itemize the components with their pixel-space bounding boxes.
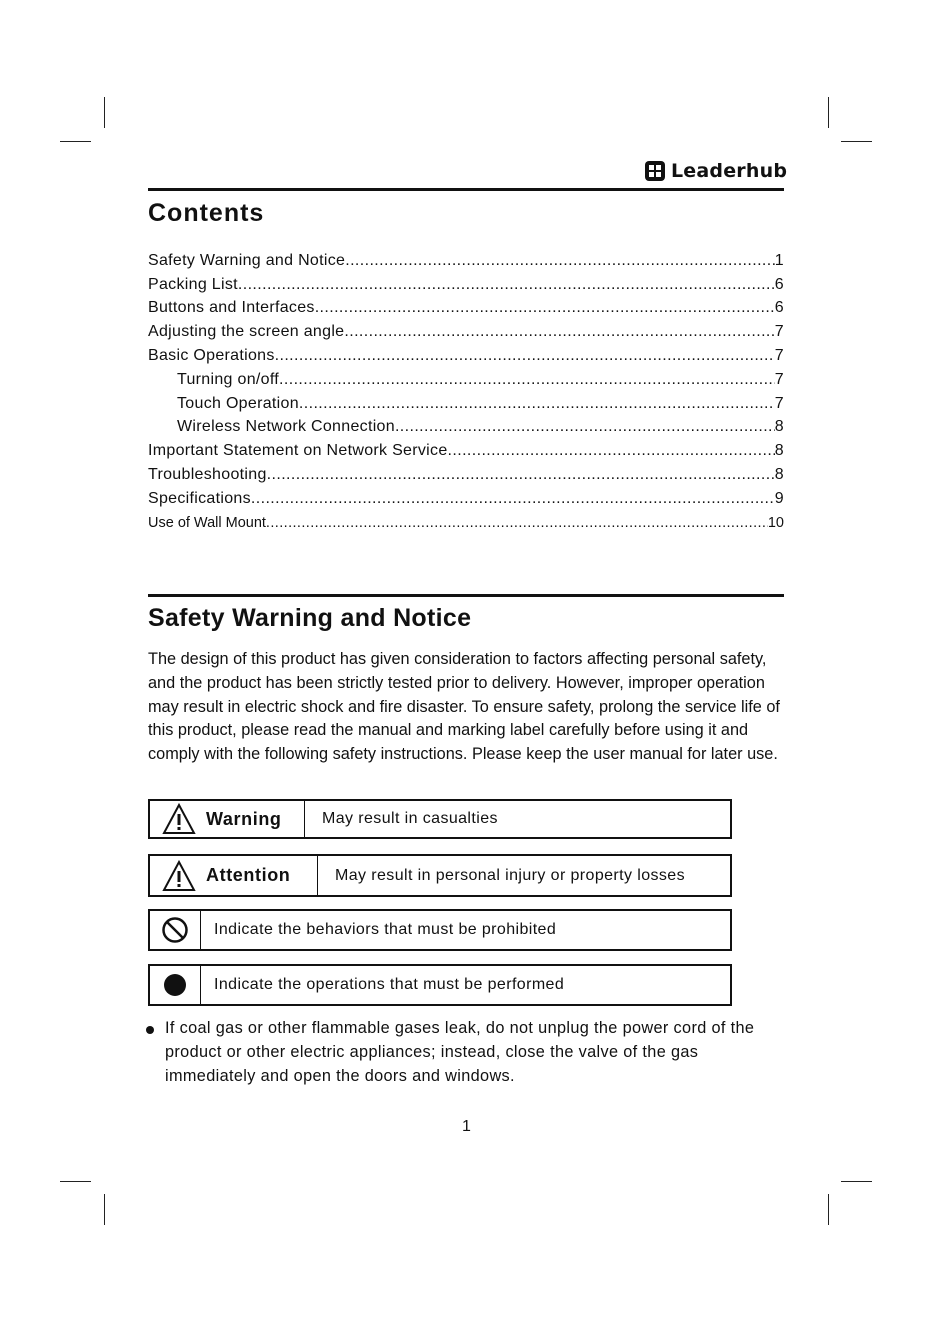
- table-of-contents: [148, 247, 784, 533]
- crop-mark: [841, 1181, 872, 1182]
- warning-desc: May result in casualties: [322, 810, 498, 827]
- toc-entry[interactable]: Adjusting the screen angle ..... 7: [148, 318, 784, 342]
- safety-intro: The design of this product has given consideration to factors affecting personal safety, and the product has been strictly tested prior to delivery. However, improper operation may result in electric shock and fire disaster. To ensure safety, prolong the service life of this product, please read the manual and marking label carefully before using it and comply with the following safety instructions. Please keep the user manual for later use.: [148, 650, 780, 764]
- toc-entry[interactable]: Important Statement on Network Service ..... 8: [148, 437, 784, 461]
- toc-subentry[interactable]: Turning on/off ..... 7: [148, 366, 784, 390]
- prohibited-desc: Indicate the behaviors that must be prohibited: [214, 921, 557, 938]
- mandatory-dot-icon: [163, 973, 187, 997]
- attention-label: Attention: [206, 865, 291, 885]
- bullet-text: If coal gas or other flammable gases leak, do not unplug the power cord of the product or other electric appliances; instead, close the valve of the gas immediately and open the doors and windows.: [165, 1019, 755, 1085]
- toc-entry[interactable]: Specifications ..... 9: [148, 485, 784, 509]
- toc-subentry[interactable]: Touch Operation ..... 7: [148, 390, 784, 414]
- safety-title: Safety Warning and Notice: [148, 604, 472, 632]
- bullet-dot-icon: [146, 1026, 154, 1034]
- mandatory-desc: Indicate the operations that must be performed: [214, 976, 565, 993]
- logo-mark-icon: [645, 161, 665, 181]
- attention-legend: [148, 854, 732, 897]
- toc-entry[interactable]: Packing List ..... 6: [148, 271, 784, 295]
- crop-mark: [828, 1194, 829, 1225]
- toc-subentry[interactable]: Wireless Network Connection ..... 8: [148, 414, 784, 438]
- toc-entry[interactable]: Buttons and Interfaces ..... 6: [148, 295, 784, 319]
- crop-mark: [60, 1181, 91, 1182]
- contents-title: Contents: [148, 199, 265, 227]
- safety-bullet: [146, 1017, 791, 1088]
- prohibited-icon: [161, 916, 189, 944]
- crop-mark: [104, 1194, 105, 1225]
- attention-desc: May result in personal injury or property losses: [335, 866, 686, 884]
- mandatory-legend: [148, 964, 732, 1006]
- warning-label: Warning: [206, 808, 282, 829]
- crop-mark: [60, 141, 91, 142]
- toc-entry[interactable]: Use of Wall Mount ..... 10: [148, 509, 784, 533]
- toc-entry[interactable]: Safety Warning and Notice ..... 1: [148, 247, 784, 271]
- toc-entry[interactable]: Basic Operations ..... 7: [148, 342, 784, 366]
- section-rule: [148, 188, 784, 191]
- warning-legend: [148, 799, 732, 839]
- warning-triangle-icon: [162, 860, 196, 892]
- prohibited-legend: [148, 909, 732, 951]
- section-rule: [148, 594, 784, 597]
- brand-name: Leaderhub: [671, 160, 788, 182]
- crop-mark: [828, 97, 829, 128]
- toc-entry[interactable]: Troubleshooting ..... 8: [148, 461, 784, 485]
- warning-triangle-icon: [162, 803, 196, 835]
- page-number: 1: [462, 1118, 471, 1135]
- crop-mark: [104, 97, 105, 128]
- brand-logo: [645, 159, 787, 183]
- crop-mark: [841, 141, 872, 142]
